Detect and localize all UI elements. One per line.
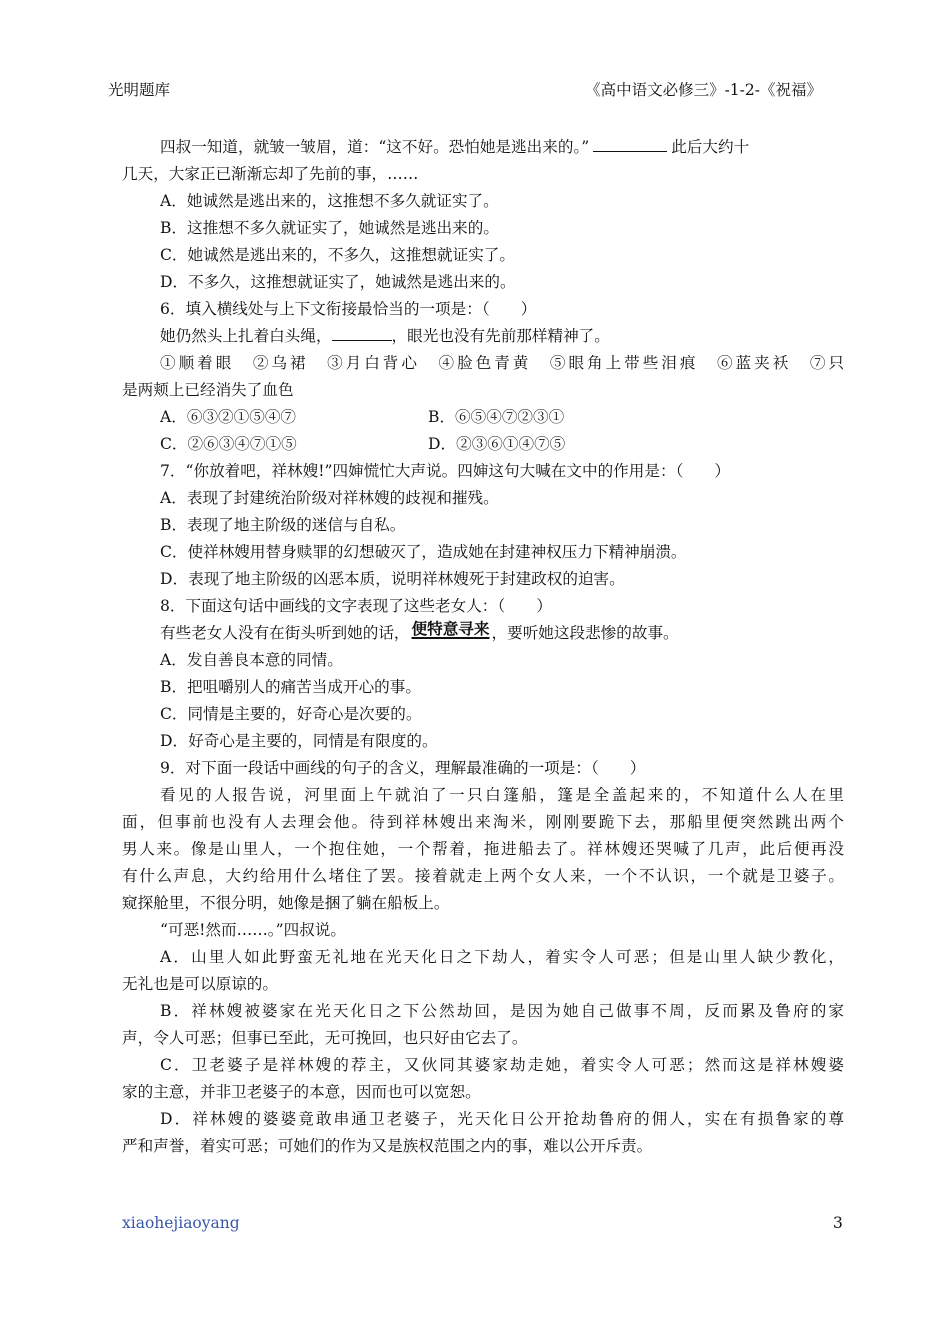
q8-option-a: A．发自善良本意的同情。 [160,651,343,669]
q8-option-b: B．把咀嚼别人的痛苦当成开心的事。 [160,678,421,696]
q6-items-line-1: ①顺着眼 ②乌裙 ③月白背心 ④脸色青黄 ⑤眼角上带些泪痕 ⑥蓝夹袄 ⑦只 [160,354,844,372]
q8-stem: 8．下面这句话中画线的文字表现了这些老女人：（ ） [160,597,552,615]
q5-option-a: A．她诚然是逃出来的，这推想不多久就证实了。 [160,192,499,210]
q6-sentence-before: 她仍然头上扎着白头绳， [160,327,332,345]
q6-blank [332,326,392,341]
q9-passage-line-5: 窥探舱里，不很分明，她像是捆了躺在船板上。 [122,894,450,912]
q6-sentence [160,323,844,350]
q9-option-b-line-1: B．祥林嫂被婆家在光天化日之下公然劫回，是因为她自己做事不周，反而累及鲁府的家 [160,1002,844,1020]
q9-option-a-line-2: 无礼也是可以原谅的。 [122,975,278,993]
q9-passage-line-1: 看见的人报告说，河里面上午就泊了一只白篷船，篷是全盖起来的，不知道什么人在里 [160,786,844,804]
q8-sentence [160,620,844,647]
q6-items-line-2: 是两颊上已经消失了血色 [122,381,294,399]
q6-stem: 6．填入横线处与上下文衔接最恰当的一项是：（ ） [160,300,537,318]
header-right-title: 《高中语文必修三》-1-2-《祝福》 [585,81,822,99]
q6-options-row-2 [160,431,844,458]
q5-blank [593,137,667,152]
q9-option-d-line-2: 严和声誉，着实可恶；可她们的作为又是族权范围之内的事，难以公开斥责。 [122,1137,653,1155]
header-left-title: 光明题库 [108,81,171,99]
q8-sentence-after: ，要听她这段悲惨的故事。 [491,624,679,642]
q9-passage-line-4: 有什么声息，大约给用什么堵住了罢。接着就走上两个女人来，一个不认识，一个就是卫婆子。 [122,867,844,885]
q5-stem-text: 四叔一知道，就皱一皱眉，道：“这不好。恐怕她是逃出来的。” [160,138,590,156]
page-number: 3 [833,1214,843,1232]
q8-option-c: C．同情是主要的，好奇心是次要的。 [160,705,422,723]
q9-option-d-line-1: D．祥林嫂的婆婆竟敢串通卫老婆子，光天化日公开抢劫鲁府的佣人，实在有损鲁家的尊 [160,1110,844,1128]
q5-stem-line-2: 几天，大家正已渐渐忘却了先前的事，…… [122,165,419,183]
q6-option-b: B．⑥⑤④⑦②③① [428,408,565,426]
q7-option-d: D．表现了地主阶级的凶恶本质，说明祥林嫂死于封建政权的迫害。 [160,570,625,588]
q5-stem-line-1 [160,134,844,161]
q8-option-d: D．好奇心是主要的，同情是有限度的。 [160,732,438,750]
footer-source-label: xiaohejiaoyang [122,1214,240,1232]
q5-stem-text-after: 此后大约十 [671,138,750,156]
q6-options-row-1 [160,404,844,431]
q9-quote: “可恶!然而……。”四叔说。 [160,921,346,939]
q7-stem: 7．“你放着吧，祥林嫂!”四婶慌忙大声说。四婶这句大喊在文中的作用是：（ ） [160,462,731,480]
q8-underlined-phrase: 便特意寻来 [411,620,490,638]
q9-option-a-line-1: A．山里人如此野蛮无礼地在光天化日之下劫人，着实令人可恶；但是山里人缺少教化， [160,948,844,966]
q8-sentence-before: 有些老女人没有在街头听到她的话， [160,624,410,642]
q9-stem: 9．对下面一段话中画线的句子的含义，理解最准确的一项是：（ ） [160,759,646,777]
q5-option-c: C．她诚然是逃出来的，不多久，这推想就证实了。 [160,246,515,264]
q9-passage-line-2: 面，但事前也没有人去理会他。待到祥林嫂出来淘米，刚刚要跪下去，那船里便突然跳出两个 [122,813,844,831]
q6-option-c: C．②⑥③④⑦①⑤ [160,435,297,453]
q7-option-c: C．使祥林嫂用替身赎罪的幻想破灭了，造成她在封建神权压力下精神崩溃。 [160,543,687,561]
q6-option-d: D．②③⑥①④⑦⑤ [428,435,566,453]
q5-option-d: D．不多久，这推想就证实了，她诚然是逃出来的。 [160,273,516,291]
q7-option-a: A．表现了封建统治阶级对祥林嫂的歧视和摧残。 [160,489,499,507]
q9-option-c-line-1: C．卫老婆子是祥林嫂的荐主，又伙同其婆家劫走她，着实令人可恶；然而这是祥林嫂婆 [160,1056,844,1074]
q6-sentence-after: ，眼光也没有先前那样精神了。 [391,327,610,345]
q9-passage-line-3: 男人来。像是山里人，一个抱住她，一个帮着，拖进船去了。祥林嫂还哭喊了几声，此后便再没 [122,840,844,858]
q7-option-b: B．表现了地主阶级的迷信与自私。 [160,516,406,534]
q5-option-b: B．这推想不多久就证实了，她诚然是逃出来的。 [160,219,499,237]
q9-option-b-line-2: 声，令人可恶；但事已至此，无可挽回，也只好由它去了。 [122,1029,528,1047]
q9-option-c-line-2: 家的主意，并非卫老婆子的本意，因而也可以宽恕。 [122,1083,481,1101]
q6-option-a: A．⑥③②①⑤④⑦ [160,408,297,426]
